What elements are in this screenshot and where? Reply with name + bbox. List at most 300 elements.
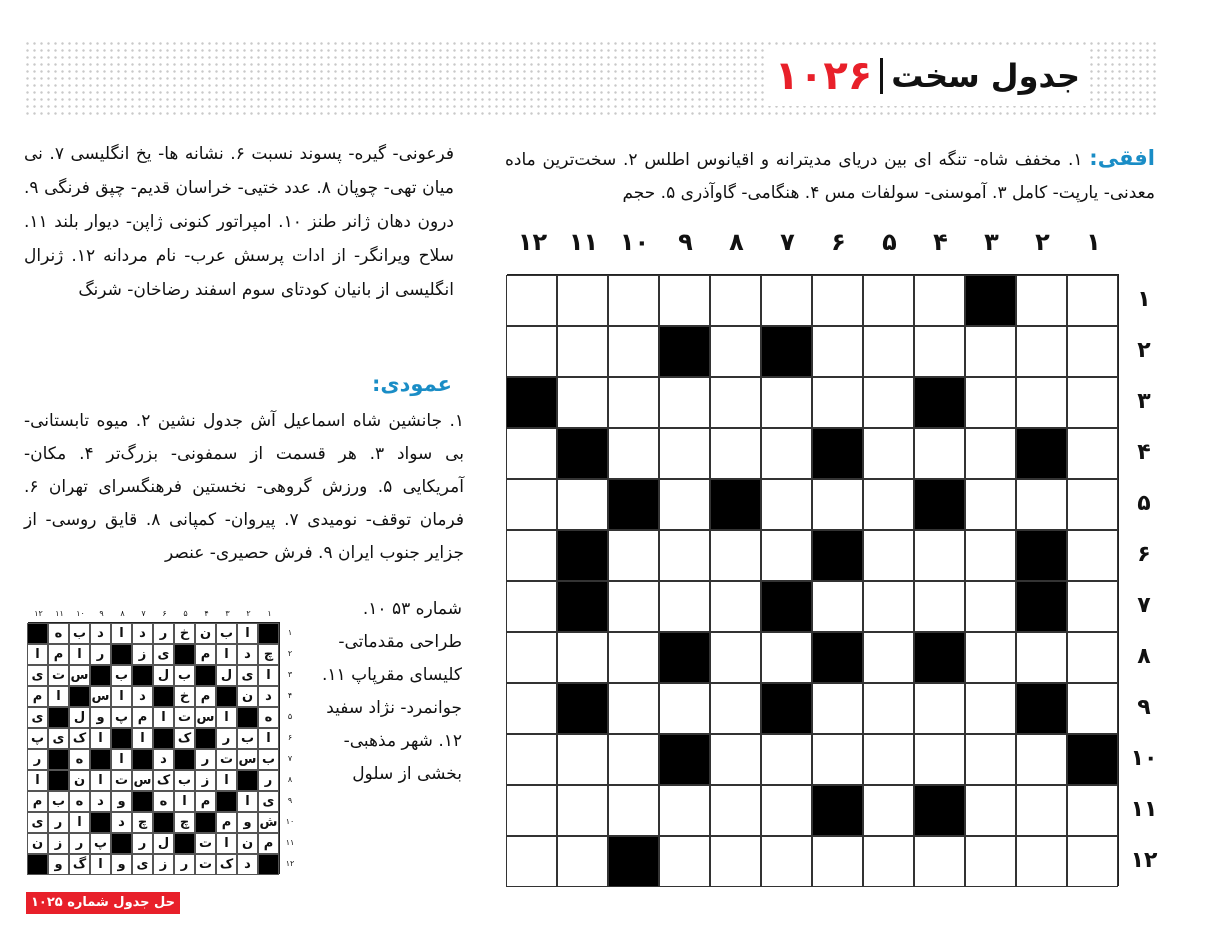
solution-cell: ک xyxy=(153,770,174,791)
solution-cell: ب xyxy=(48,791,69,812)
grid-cell[interactable] xyxy=(1016,785,1067,836)
solution-cell-black xyxy=(237,770,258,791)
grid-cell[interactable] xyxy=(557,632,608,683)
grid-cell-black xyxy=(761,326,812,377)
solution-row-number: ۱ xyxy=(287,628,293,637)
grid-cell[interactable] xyxy=(761,530,812,581)
grid-cell[interactable] xyxy=(557,326,608,377)
grid-cell-black xyxy=(557,683,608,734)
solution-cell: ا xyxy=(237,791,258,812)
solution-cell-black xyxy=(132,791,153,812)
grid-cell[interactable] xyxy=(608,530,659,581)
grid-cell[interactable] xyxy=(608,632,659,683)
solution-cell: ب xyxy=(258,749,279,770)
solution-cell-black xyxy=(216,791,237,812)
solution-cell: ت xyxy=(216,749,237,770)
grid-cell-black xyxy=(965,275,1016,326)
solution-cell: ه xyxy=(69,791,90,812)
solution-cell: م xyxy=(27,791,48,812)
solution-cell: ه xyxy=(258,707,279,728)
grid-cell[interactable] xyxy=(608,326,659,377)
solution-cell: ا xyxy=(216,770,237,791)
solution-cell: د xyxy=(111,812,132,833)
solution-row-number: ۵ xyxy=(287,712,293,721)
grid-cell[interactable] xyxy=(659,683,710,734)
solution-row-number: ۳ xyxy=(287,670,293,679)
solution-cell: گ xyxy=(69,854,90,875)
solution-cell: ر xyxy=(258,770,279,791)
grid-cell[interactable] xyxy=(608,683,659,734)
grid-cell-black xyxy=(659,632,710,683)
column-number: ۱۲ xyxy=(517,228,548,256)
solution-cell: د xyxy=(153,749,174,770)
grid-cell[interactable] xyxy=(812,377,863,428)
solution-column-number: ۱۰ xyxy=(76,609,85,618)
across-clues xyxy=(505,142,1155,210)
grid-cell[interactable] xyxy=(1067,683,1118,734)
solution-cell: ا xyxy=(90,770,111,791)
grid-cell[interactable] xyxy=(1067,632,1118,683)
grid-cell[interactable] xyxy=(761,479,812,530)
grid-cell-black xyxy=(812,428,863,479)
solution-cell: ب xyxy=(174,770,195,791)
grid-cell[interactable] xyxy=(812,581,863,632)
grid-cell-black xyxy=(914,785,965,836)
solution-cell: ه xyxy=(153,791,174,812)
grid-cell[interactable] xyxy=(659,836,710,887)
grid-cell[interactable] xyxy=(659,785,710,836)
solution-column-number: ۵ xyxy=(183,609,188,618)
solution-cell: ز xyxy=(48,833,69,854)
grid-cell[interactable] xyxy=(1067,275,1118,326)
across-text: ۱. مخفف شاه- تنگه ای بین دریای مدیترانه و اقیانوس اطلس ۲. سخت‌ترین ماده معدنی- یارپت- کامل ۳. آموسنی- سولفات مس ۴. هنگامی- گاوآذری ۵. حجم xyxy=(505,150,1155,203)
grid-cell[interactable] xyxy=(710,377,761,428)
grid-cell[interactable] xyxy=(608,377,659,428)
grid-cell-black xyxy=(710,479,761,530)
grid-cell[interactable] xyxy=(1067,785,1118,836)
grid-cell[interactable] xyxy=(863,632,914,683)
solution-cell-black xyxy=(90,665,111,686)
solution-cell: ت xyxy=(174,707,195,728)
solution-cell: م xyxy=(48,644,69,665)
grid-cell[interactable] xyxy=(506,785,557,836)
solution-cell: ر xyxy=(153,623,174,644)
column-numbers xyxy=(507,228,1119,266)
solution-cell-black xyxy=(174,644,195,665)
grid-cell-black xyxy=(659,734,710,785)
solution-cell: د xyxy=(90,623,111,644)
solution-cell-black xyxy=(48,707,69,728)
grid-cell-black xyxy=(506,377,557,428)
grid-cell[interactable] xyxy=(965,734,1016,785)
solution-cell: ب xyxy=(69,623,90,644)
solution-cell: ز xyxy=(132,644,153,665)
grid-cell[interactable] xyxy=(557,836,608,887)
solution-cell: و xyxy=(237,812,258,833)
row-number: ۸ xyxy=(1137,644,1151,669)
grid-cell[interactable] xyxy=(506,581,557,632)
solution-row-number: ۶ xyxy=(287,733,293,742)
grid-cell[interactable] xyxy=(506,683,557,734)
grid-cell[interactable] xyxy=(761,785,812,836)
grid-cell[interactable] xyxy=(914,530,965,581)
solution-cell-black xyxy=(111,728,132,749)
solution-cell: ی xyxy=(237,665,258,686)
solution-cell: ا xyxy=(111,623,132,644)
solution-cell: ک xyxy=(216,854,237,875)
column-number: ۸ xyxy=(729,228,744,256)
row-numbers xyxy=(1124,274,1164,886)
solution-cell: ا xyxy=(69,644,90,665)
solution-cell: س xyxy=(69,665,90,686)
row-number: ۱۲ xyxy=(1130,848,1158,873)
solution-cell: د xyxy=(90,791,111,812)
grid-cell[interactable] xyxy=(710,428,761,479)
column-number: ۴ xyxy=(933,228,948,256)
grid-cell[interactable] xyxy=(863,785,914,836)
solution-cell: ت xyxy=(195,833,216,854)
column-number: ۲ xyxy=(1035,228,1050,256)
grid-cell[interactable] xyxy=(1016,734,1067,785)
solution-cell: چ xyxy=(132,812,153,833)
grid-cell[interactable] xyxy=(659,581,710,632)
grid-cell[interactable] xyxy=(863,377,914,428)
grid-cell[interactable] xyxy=(506,734,557,785)
solution-cell: ا xyxy=(132,728,153,749)
solution-column-number: ۲ xyxy=(246,609,251,618)
grid-cell[interactable] xyxy=(710,836,761,887)
solution-column-number: ۳ xyxy=(225,609,230,618)
solution-cell: ی xyxy=(27,665,48,686)
solution-cell-black xyxy=(90,812,111,833)
grid-cell[interactable] xyxy=(506,530,557,581)
grid-cell-black xyxy=(761,581,812,632)
row-number: ۱ xyxy=(1137,287,1151,312)
grid-cell[interactable] xyxy=(659,530,710,581)
solution-cell: ا xyxy=(111,686,132,707)
grid-cell[interactable] xyxy=(506,326,557,377)
solution-cell-black xyxy=(132,665,153,686)
solution-cell: و xyxy=(48,854,69,875)
grid-cell[interactable] xyxy=(710,734,761,785)
grid-cell[interactable] xyxy=(914,734,965,785)
grid-cell[interactable] xyxy=(608,785,659,836)
solution-cell: ب xyxy=(111,665,132,686)
grid-cell[interactable] xyxy=(812,275,863,326)
grid-cell[interactable] xyxy=(761,428,812,479)
solution-row-number: ۷ xyxy=(287,754,293,763)
column-number: ۶ xyxy=(831,228,846,256)
solution-cell: و xyxy=(111,791,132,812)
grid-cell[interactable] xyxy=(659,479,710,530)
solution-label: حل جدول شماره ۱۰۲۵ xyxy=(26,892,180,914)
solution-cell: ر xyxy=(48,812,69,833)
grid-cell[interactable] xyxy=(914,275,965,326)
grid-cell-black xyxy=(1067,734,1118,785)
solution-cell-black xyxy=(132,749,153,770)
solution-cell: د xyxy=(132,686,153,707)
solution-cell-black xyxy=(195,665,216,686)
solution-cell-black xyxy=(111,833,132,854)
grid-cell[interactable] xyxy=(1016,632,1067,683)
grid-cell[interactable] xyxy=(761,836,812,887)
grid-cell[interactable] xyxy=(965,836,1016,887)
solution-cell-black xyxy=(195,728,216,749)
grid-cell[interactable] xyxy=(1016,326,1067,377)
solution-column-number: ۱ xyxy=(267,609,272,618)
grid-cell[interactable] xyxy=(914,326,965,377)
grid-cell[interactable] xyxy=(965,632,1016,683)
solution-cell: ز xyxy=(195,770,216,791)
puzzle-number: ۱۰۲۶ xyxy=(774,53,873,99)
grid-cell[interactable] xyxy=(1067,428,1118,479)
row-number: ۱۰ xyxy=(1130,746,1158,771)
grid-cell[interactable] xyxy=(608,275,659,326)
grid-cell[interactable] xyxy=(1016,479,1067,530)
grid-cell[interactable] xyxy=(812,734,863,785)
solution-cell: ا xyxy=(216,833,237,854)
grid-cell[interactable] xyxy=(863,734,914,785)
solution-cell: ب xyxy=(237,728,258,749)
solution-cell: پ xyxy=(90,833,111,854)
solution-cell: چ xyxy=(174,812,195,833)
solution-cell: م xyxy=(132,707,153,728)
grid-cell[interactable] xyxy=(863,479,914,530)
grid-cell[interactable] xyxy=(557,734,608,785)
grid-cell[interactable] xyxy=(710,275,761,326)
solution-cell: ک xyxy=(69,728,90,749)
grid-cell[interactable] xyxy=(863,326,914,377)
grid-cell[interactable] xyxy=(608,428,659,479)
solution-cell: ل xyxy=(153,833,174,854)
grid-cell[interactable] xyxy=(557,275,608,326)
solution-cell: ی xyxy=(27,812,48,833)
grid-cell[interactable] xyxy=(1016,377,1067,428)
grid-cell[interactable] xyxy=(1067,530,1118,581)
grid-cell-black xyxy=(914,632,965,683)
solution-cell: ی xyxy=(132,854,153,875)
grid-cell[interactable] xyxy=(761,377,812,428)
down-title: عمودی: xyxy=(372,372,453,396)
grid-cell[interactable] xyxy=(863,683,914,734)
grid-cell[interactable] xyxy=(506,632,557,683)
grid-cell[interactable] xyxy=(608,581,659,632)
grid-cell-black xyxy=(761,683,812,734)
grid-cell[interactable] xyxy=(608,734,659,785)
grid-cell-black xyxy=(1016,428,1067,479)
solution-cell: ر xyxy=(27,749,48,770)
grid-cell[interactable] xyxy=(1067,377,1118,428)
solution-cell-black xyxy=(90,749,111,770)
solution-cell: ی xyxy=(48,728,69,749)
down-clues-continued: شماره ۵۳ ۱۰. طراحی مقدماتی- کلیسای مقرپاپ ۱۱. جوانمرد- نژاد سفید ۱۲. شهر مذهبی- بخشی از سلول xyxy=(322,599,462,784)
grid-cell[interactable] xyxy=(710,632,761,683)
across-clues-continued: فرعونی- گیره- پسوند نسبت ۶. نشانه ها- یخ انگلیسی ۷. نی میان تهی- چوپان ۸. عدد ختیی- خراسان قدیم- چپق فرنگی ۹. درون دهان ژانر طنز ۱۰. امپراتور کنونی ژاپن- دیوار بلند ۱۱. سلاح ویرانگر- از ادات پرسش عرب- نام مردانه ۱۲. ژنرال انگلیسی از بانیان کودتای سوم اسفند رضاخان- شرنگ xyxy=(24,144,455,300)
grid-cell[interactable] xyxy=(659,275,710,326)
grid-cell[interactable] xyxy=(965,479,1016,530)
grid-cell[interactable] xyxy=(710,530,761,581)
grid-cell[interactable] xyxy=(914,683,965,734)
title-box xyxy=(765,46,1090,106)
grid-cell[interactable] xyxy=(1067,581,1118,632)
grid-cell[interactable] xyxy=(1067,836,1118,887)
grid-cell[interactable] xyxy=(506,428,557,479)
solution-cell: ر xyxy=(132,833,153,854)
crossword-grid[interactable] xyxy=(507,274,1119,886)
grid-cell[interactable] xyxy=(506,836,557,887)
grid-cell[interactable] xyxy=(506,479,557,530)
solution-column-number: ۴ xyxy=(204,609,209,618)
solution-cell: ی xyxy=(27,707,48,728)
grid-cell[interactable] xyxy=(506,275,557,326)
solution-column-numbers xyxy=(28,609,280,621)
page-title: جدول سخت xyxy=(891,57,1080,95)
grid-cell[interactable] xyxy=(965,581,1016,632)
solution-cell: ک xyxy=(174,728,195,749)
grid-cell[interactable] xyxy=(812,479,863,530)
solution-cell: ت xyxy=(111,770,132,791)
solution-cell: و xyxy=(90,707,111,728)
column-number: ۵ xyxy=(882,228,897,256)
grid-cell[interactable] xyxy=(965,683,1016,734)
solution-row-number: ۱۲ xyxy=(285,859,295,868)
solution-cell: ا xyxy=(237,623,258,644)
solution-cell: ب xyxy=(216,623,237,644)
grid-cell[interactable] xyxy=(557,377,608,428)
solution-cell: ل xyxy=(69,707,90,728)
solution-cell-black xyxy=(69,686,90,707)
grid-cell[interactable] xyxy=(863,836,914,887)
solution-cell: ن xyxy=(237,686,258,707)
grid-cell[interactable] xyxy=(1016,275,1067,326)
grid-cell[interactable] xyxy=(659,377,710,428)
column-number: ۷ xyxy=(780,228,795,256)
solution-cell: ا xyxy=(90,728,111,749)
column-number: ۱ xyxy=(1086,228,1101,256)
solution-cell-black xyxy=(48,770,69,791)
grid-cell[interactable] xyxy=(914,581,965,632)
grid-cell[interactable] xyxy=(965,530,1016,581)
grid-cell[interactable] xyxy=(1067,479,1118,530)
grid-cell-black xyxy=(608,836,659,887)
grid-cell[interactable] xyxy=(761,734,812,785)
grid-cell[interactable] xyxy=(812,836,863,887)
grid-cell[interactable] xyxy=(863,275,914,326)
grid-cell[interactable] xyxy=(914,836,965,887)
solution-cell: ش xyxy=(258,812,279,833)
solution-cell: ا xyxy=(48,686,69,707)
solution-cell-black xyxy=(153,686,174,707)
grid-cell[interactable] xyxy=(710,326,761,377)
grid-cell[interactable] xyxy=(710,683,761,734)
solution-cell-black xyxy=(216,686,237,707)
grid-cell-black xyxy=(914,479,965,530)
grid-cell[interactable] xyxy=(965,428,1016,479)
solution-cell: ر xyxy=(69,833,90,854)
solution-cell: خ xyxy=(174,686,195,707)
solution-cell: ا xyxy=(216,644,237,665)
solution-cell: و xyxy=(111,854,132,875)
grid-cell[interactable] xyxy=(812,326,863,377)
solution-cell: پ xyxy=(111,707,132,728)
title-separator xyxy=(880,58,883,94)
grid-cell-black xyxy=(812,530,863,581)
grid-cell[interactable] xyxy=(761,632,812,683)
grid-cell[interactable] xyxy=(557,785,608,836)
grid-cell[interactable] xyxy=(1067,326,1118,377)
grid-cell[interactable] xyxy=(863,530,914,581)
grid-cell[interactable] xyxy=(965,377,1016,428)
grid-cell-black xyxy=(1016,683,1067,734)
solution-cell: ی xyxy=(258,791,279,812)
grid-cell[interactable] xyxy=(863,581,914,632)
row-number: ۷ xyxy=(1137,593,1151,618)
grid-cell-black xyxy=(608,479,659,530)
solution-column-number: ۸ xyxy=(120,609,125,618)
solution-column-number: ۹ xyxy=(99,609,104,618)
solution-row-number: ۱۰ xyxy=(285,817,295,826)
solution-row-number: ۴ xyxy=(287,691,293,700)
solution-row-number: ۹ xyxy=(287,796,293,805)
grid-cell[interactable] xyxy=(965,326,1016,377)
solution-row-number: ۸ xyxy=(287,775,293,784)
grid-cell[interactable] xyxy=(710,785,761,836)
down-clues: ۱. جانشین شاه اسماعیل آش جدول نشین ۲. میوه تابستانی- بی سواد ۳. هر قسمت از سمفونی- بزرگ‌تر ۴. مکان- آمریکایی ۵. ورزش گروهی- نخستین فرهنگسرای تهران ۶. فرمان توقف- نومیدی ۷. پیروان- کمپانی ۸. قایق روسی- از جزایر جنوب ایران ۹. فرش حصیری- عنصر xyxy=(24,411,464,563)
solution-cell: ر xyxy=(216,728,237,749)
solution-cell: ر xyxy=(195,749,216,770)
solution-cell: س xyxy=(90,686,111,707)
solution-cell: م xyxy=(195,686,216,707)
solution-cell: پ xyxy=(27,728,48,749)
grid-cell[interactable] xyxy=(863,428,914,479)
grid-cell[interactable] xyxy=(914,428,965,479)
grid-cell-black xyxy=(812,632,863,683)
solution-cell: س xyxy=(237,749,258,770)
solution-cell: س xyxy=(195,707,216,728)
solution-cell-black xyxy=(27,623,48,644)
solution-cell: ب xyxy=(174,665,195,686)
solution-row-number: ۲ xyxy=(287,649,293,658)
grid-cell[interactable] xyxy=(710,581,761,632)
solution-cell: ه xyxy=(48,623,69,644)
solution-cell: ی xyxy=(153,644,174,665)
solution-cell: د xyxy=(258,686,279,707)
grid-cell[interactable] xyxy=(659,428,710,479)
solution-grid xyxy=(28,622,280,874)
grid-cell[interactable] xyxy=(812,683,863,734)
solution-cell-black xyxy=(27,854,48,875)
solution-cell-black xyxy=(258,623,279,644)
solution-cell: ا xyxy=(111,749,132,770)
grid-cell[interactable] xyxy=(1016,836,1067,887)
solution-row-numbers xyxy=(282,622,298,874)
row-number: ۱۱ xyxy=(1130,797,1158,822)
solution-cell: ا xyxy=(153,707,174,728)
solution-cell: ا xyxy=(216,707,237,728)
across-title: افقی: xyxy=(1089,146,1156,170)
solution-cell: ن xyxy=(69,770,90,791)
solution-cell-black xyxy=(195,812,216,833)
solution-cell: ا xyxy=(90,854,111,875)
solution-cell: ا xyxy=(27,770,48,791)
solution-cell-black xyxy=(237,707,258,728)
solution-cell: ل xyxy=(216,665,237,686)
solution-cell: د xyxy=(237,854,258,875)
solution-cell: م xyxy=(195,791,216,812)
grid-cell[interactable] xyxy=(965,785,1016,836)
grid-cell[interactable] xyxy=(761,275,812,326)
grid-cell[interactable] xyxy=(557,479,608,530)
